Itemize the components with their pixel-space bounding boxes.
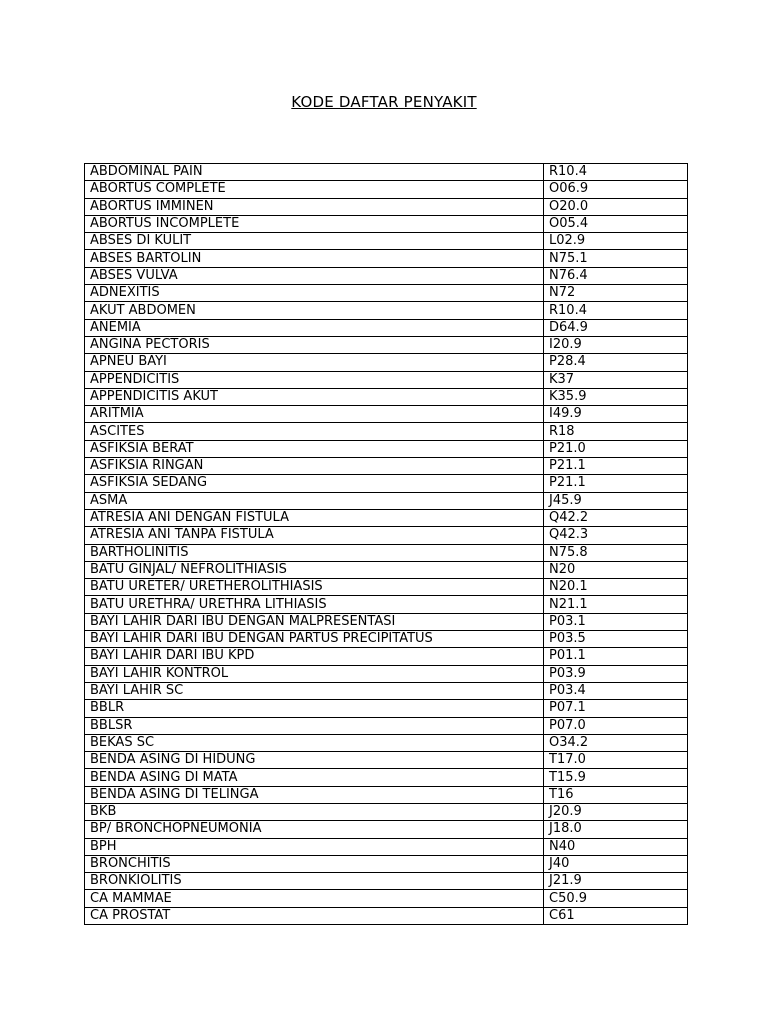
disease-code-cell: O20.0 [544, 198, 688, 215]
disease-name-cell: BATU URETHRA/ URETHRA LITHIASIS [85, 596, 544, 613]
disease-name-cell: ABSES BARTOLIN [85, 250, 544, 267]
table-row [85, 440, 688, 457]
disease-code-cell: P07.0 [544, 717, 688, 734]
disease-code-cell: O05.4 [544, 215, 688, 232]
table-row [85, 648, 688, 665]
disease-code-cell: R18 [544, 423, 688, 440]
table-row [85, 233, 688, 250]
disease-code-cell: P03.4 [544, 682, 688, 699]
disease-code-cell: J45.9 [544, 492, 688, 509]
disease-code-cell: R10.4 [544, 164, 688, 181]
disease-code-cell: P21.0 [544, 440, 688, 457]
disease-name-cell: BENDA ASING DI HIDUNG [85, 752, 544, 769]
disease-code-cell: I20.9 [544, 336, 688, 353]
table-row [85, 250, 688, 267]
disease-name-cell: BATU GINJAL/ NEFROLITHIASIS [85, 561, 544, 578]
table-row [85, 907, 688, 924]
disease-name-cell: ASFIKSIA BERAT [85, 440, 544, 457]
disease-name-cell: BARTHOLINITIS [85, 544, 544, 561]
table-row [85, 821, 688, 838]
disease-code-cell: J21.9 [544, 873, 688, 890]
disease-name-cell: BRONKIOLITIS [85, 873, 544, 890]
table-row [85, 215, 688, 232]
disease-name-cell: ABORTUS INCOMPLETE [85, 215, 544, 232]
disease-name-cell: BBLR [85, 700, 544, 717]
document-title: KODE DAFTAR PENYAKIT [291, 93, 477, 111]
disease-name-cell: APPENDICITIS [85, 371, 544, 388]
disease-name-cell: APPENDICITIS AKUT [85, 388, 544, 405]
disease-code-cell: N21.1 [544, 596, 688, 613]
disease-code-cell: N76.4 [544, 267, 688, 284]
disease-code-cell: O06.9 [544, 181, 688, 198]
disease-code-cell: N20.1 [544, 579, 688, 596]
table-row [85, 579, 688, 596]
table-row [85, 717, 688, 734]
disease-code-cell: P21.1 [544, 475, 688, 492]
disease-code-cell: J40 [544, 855, 688, 872]
disease-code-cell: P03.9 [544, 665, 688, 682]
table-row [85, 734, 688, 751]
disease-code-cell: N75.1 [544, 250, 688, 267]
disease-code-cell: L02.9 [544, 233, 688, 250]
disease-name-cell: ABSES VULVA [85, 267, 544, 284]
table-row [85, 388, 688, 405]
disease-code-cell: P21.1 [544, 458, 688, 475]
disease-code-cell: J18.0 [544, 821, 688, 838]
table-row [85, 267, 688, 284]
table-body [85, 164, 688, 925]
disease-name-cell: BAYI LAHIR SC [85, 682, 544, 699]
table-row [85, 682, 688, 699]
disease-name-cell: ASMA [85, 492, 544, 509]
disease-name-cell: ABORTUS IMMINEN [85, 198, 544, 215]
table-row [85, 285, 688, 302]
table-row [85, 181, 688, 198]
disease-code-cell: J20.9 [544, 803, 688, 820]
table-row [85, 873, 688, 890]
disease-code-cell: T17.0 [544, 752, 688, 769]
table-row [85, 665, 688, 682]
disease-code-cell: D64.9 [544, 319, 688, 336]
table-row [85, 613, 688, 630]
disease-name-cell: BAYI LAHIR DARI IBU DENGAN PARTUS PRECIPITATUS [85, 631, 544, 648]
disease-code-cell: K37 [544, 371, 688, 388]
disease-name-cell: BAYI LAHIR KONTROL [85, 665, 544, 682]
disease-name-cell: ABDOMINAL PAIN [85, 164, 544, 181]
disease-name-cell: ASFIKSIA RINGAN [85, 458, 544, 475]
disease-name-cell: BENDA ASING DI MATA [85, 769, 544, 786]
table-row [85, 527, 688, 544]
disease-code-cell: P01.1 [544, 648, 688, 665]
table-row [85, 803, 688, 820]
disease-name-cell: BAYI LAHIR DARI IBU KPD [85, 648, 544, 665]
disease-code-cell: T16 [544, 786, 688, 803]
table-row [85, 458, 688, 475]
table-row [85, 492, 688, 509]
disease-code-cell: N40 [544, 838, 688, 855]
disease-code-cell: Q42.2 [544, 509, 688, 526]
disease-code-cell: C61 [544, 907, 688, 924]
disease-name-cell: BP/ BRONCHOPNEUMONIA [85, 821, 544, 838]
disease-code-cell: P28.4 [544, 354, 688, 371]
table-row [85, 406, 688, 423]
disease-name-cell: CA PROSTAT [85, 907, 544, 924]
disease-code-cell: R10.4 [544, 302, 688, 319]
table-row [85, 752, 688, 769]
disease-code-cell: T15.9 [544, 769, 688, 786]
disease-code-table [84, 163, 688, 925]
disease-name-cell: ATRESIA ANI TANPA FISTULA [85, 527, 544, 544]
disease-name-cell: ASFIKSIA SEDANG [85, 475, 544, 492]
disease-name-cell: BBLSR [85, 717, 544, 734]
table-row [85, 544, 688, 561]
disease-name-cell: APNEU BAYI [85, 354, 544, 371]
disease-code-cell: P03.5 [544, 631, 688, 648]
disease-code-cell: K35.9 [544, 388, 688, 405]
table-row [85, 769, 688, 786]
disease-code-cell: O34.2 [544, 734, 688, 751]
disease-name-cell: ABSES DI KULIT [85, 233, 544, 250]
disease-name-cell: ATRESIA ANI DENGAN FISTULA [85, 509, 544, 526]
table-row [85, 423, 688, 440]
table-row [85, 596, 688, 613]
disease-name-cell: ARITMIA [85, 406, 544, 423]
table-row [85, 475, 688, 492]
table-row [85, 336, 688, 353]
disease-name-cell: BPH [85, 838, 544, 855]
table-row [85, 890, 688, 907]
disease-name-cell: ADNEXITIS [85, 285, 544, 302]
disease-code-cell: N75.8 [544, 544, 688, 561]
disease-code-cell: N72 [544, 285, 688, 302]
disease-name-cell: AKUT ABDOMEN [85, 302, 544, 319]
table-row [85, 509, 688, 526]
disease-code-cell: P03.1 [544, 613, 688, 630]
disease-name-cell: BKB [85, 803, 544, 820]
table-row [85, 786, 688, 803]
disease-code-cell: C50.9 [544, 890, 688, 907]
table-row [85, 855, 688, 872]
disease-name-cell: CA MAMMAE [85, 890, 544, 907]
disease-code-cell: Q42.3 [544, 527, 688, 544]
disease-code-cell: I49.9 [544, 406, 688, 423]
table-row [85, 561, 688, 578]
table-row [85, 319, 688, 336]
disease-code-cell: P07.1 [544, 700, 688, 717]
disease-name-cell: ASCITES [85, 423, 544, 440]
disease-name-cell: BRONCHITIS [85, 855, 544, 872]
disease-name-cell: ANGINA PECTORIS [85, 336, 544, 353]
table-row [85, 198, 688, 215]
table-row [85, 371, 688, 388]
disease-code-cell: N20 [544, 561, 688, 578]
table-row [85, 631, 688, 648]
table-row [85, 700, 688, 717]
table-row [85, 164, 688, 181]
table-row [85, 838, 688, 855]
disease-name-cell: BENDA ASING DI TELINGA [85, 786, 544, 803]
disease-name-cell: ABORTUS COMPLETE [85, 181, 544, 198]
table-row [85, 354, 688, 371]
table-row [85, 302, 688, 319]
disease-name-cell: BAYI LAHIR DARI IBU DENGAN MALPRESENTASI [85, 613, 544, 630]
disease-name-cell: BEKAS SC [85, 734, 544, 751]
disease-name-cell: ANEMIA [85, 319, 544, 336]
disease-name-cell: BATU URETER/ URETHEROLITHIASIS [85, 579, 544, 596]
